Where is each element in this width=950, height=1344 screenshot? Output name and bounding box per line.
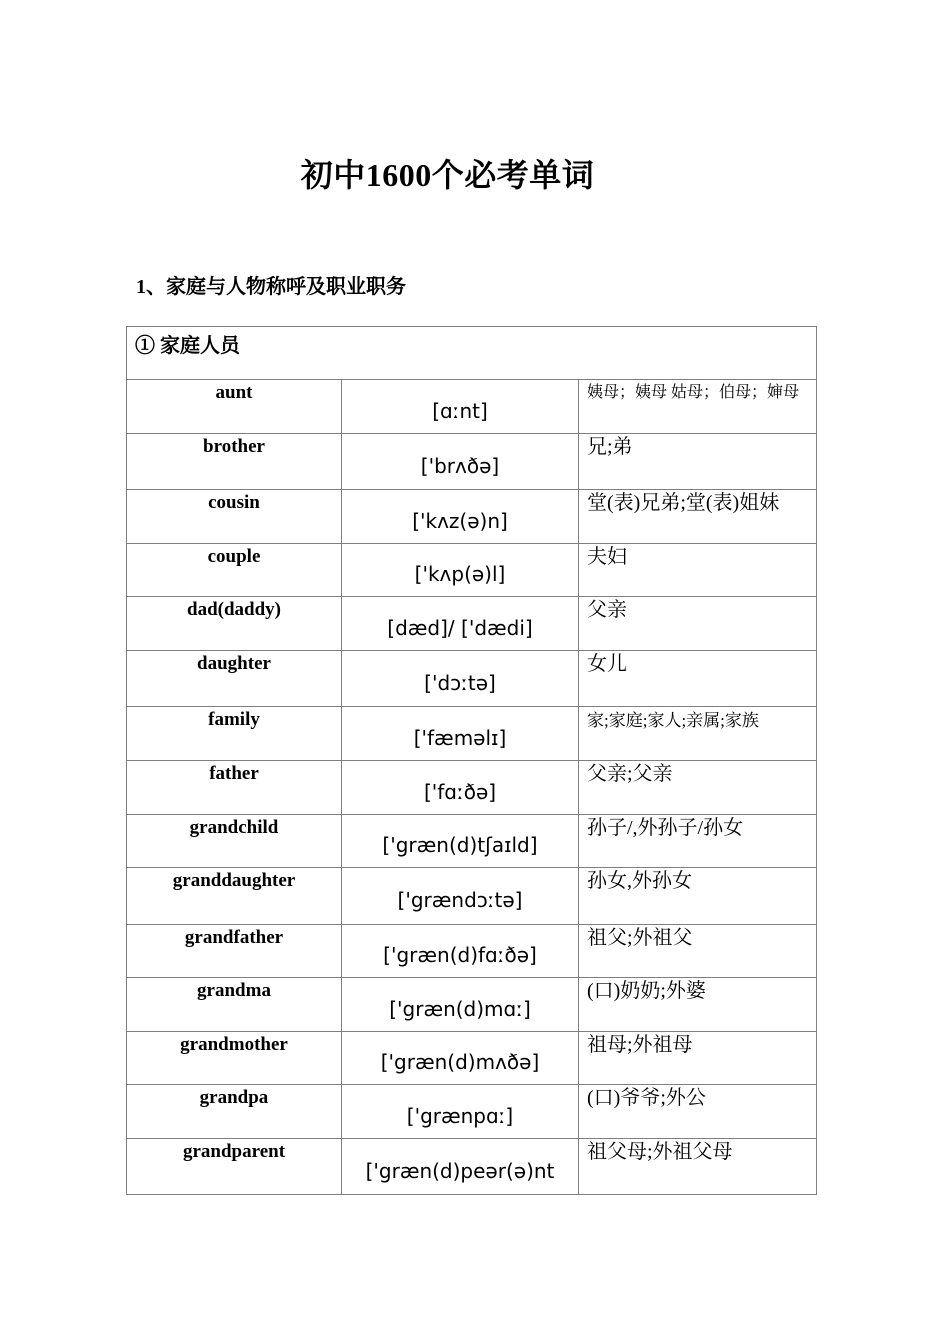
word-cell: dad(daddy)	[127, 597, 342, 651]
meaning-cell: (口)爷爷;外公	[579, 1085, 817, 1139]
word-cell: aunt	[127, 380, 342, 434]
phonetic-cell: ['græn(d)mʌðə]	[342, 1032, 579, 1085]
meaning-cell: 孙女,外孙女	[579, 868, 817, 925]
word-cell: grandpa	[127, 1085, 342, 1139]
phonetic-cell: ['græn(d)tʃaɪld]	[342, 815, 579, 868]
phonetic-cell: ['grænpɑː]	[342, 1085, 579, 1139]
table-row	[127, 1085, 817, 1139]
meaning-cell: 祖父;外祖父	[579, 925, 817, 978]
word-cell: grandma	[127, 978, 342, 1032]
word-cell: grandfather	[127, 925, 342, 978]
table-row	[127, 1032, 817, 1085]
phonetic-cell: ['brʌðə]	[342, 434, 579, 490]
table-row	[127, 978, 817, 1032]
table-row	[127, 707, 817, 761]
table-row	[127, 815, 817, 868]
category-row	[127, 327, 817, 380]
phonetic-cell: ['græn(d)peər(ə)nt	[342, 1139, 579, 1195]
meaning-cell: 家;家庭;家人;亲属;家族	[579, 707, 817, 761]
table-row	[127, 597, 817, 651]
word-cell: father	[127, 761, 342, 815]
category-cell	[127, 327, 817, 380]
phonetic-cell: ['grændɔːtə]	[342, 868, 579, 925]
meaning-cell: 父亲	[579, 597, 817, 651]
phonetic-cell: ['græn(d)mɑː]	[342, 978, 579, 1032]
meaning-cell: 兄;弟	[579, 434, 817, 490]
table-row	[127, 1139, 817, 1195]
phonetic-cell: ['dɔːtə]	[342, 651, 579, 707]
word-cell: brother	[127, 434, 342, 490]
phonetic-cell: ['kʌz(ə)n]	[342, 490, 579, 544]
meaning-cell: (口)奶奶;外婆	[579, 978, 817, 1032]
word-cell: grandchild	[127, 815, 342, 868]
phonetic-cell: [dæd]/ ['dædi]	[342, 597, 579, 651]
meaning-cell: 祖父母;外祖父母	[579, 1139, 817, 1195]
phonetic-cell: ['fæməlɪ]	[342, 707, 579, 761]
table-row	[127, 544, 817, 597]
table-row	[127, 434, 817, 490]
meaning-cell: 父亲;父亲	[579, 761, 817, 815]
section-heading: 1、家庭与人物称呼及职业职务	[136, 276, 406, 298]
table-row	[127, 761, 817, 815]
vocabulary-table-body	[127, 327, 817, 1195]
phonetic-cell: ['fɑːðə]	[342, 761, 579, 815]
word-cell: daughter	[127, 651, 342, 707]
meaning-cell: 姨母；姨母 姑母；伯母；婶母	[579, 380, 817, 434]
table-row	[127, 490, 817, 544]
phonetic-cell: ['kʌp(ə)l]	[342, 544, 579, 597]
meaning-cell: 孙子/,外孙子/孙女	[579, 815, 817, 868]
table-row	[127, 868, 817, 925]
vocabulary-table	[126, 326, 817, 1195]
table-row	[127, 651, 817, 707]
meaning-cell: 女儿	[579, 651, 817, 707]
meaning-cell: 堂(表)兄弟;堂(表)姐妹	[579, 490, 817, 544]
category-label: ① 家庭人员	[135, 335, 240, 357]
phonetic-cell: [ɑːnt]	[342, 380, 579, 434]
phonetic-cell: ['græn(d)fɑːðə]	[342, 925, 579, 978]
word-cell: couple	[127, 544, 342, 597]
meaning-cell: 夫妇	[579, 544, 817, 597]
word-cell: grandparent	[127, 1139, 342, 1195]
document-title: 初中1600个必考单词	[300, 157, 595, 193]
table-row	[127, 925, 817, 978]
meaning-cell: 祖母;外祖母	[579, 1032, 817, 1085]
word-cell: granddaughter	[127, 868, 342, 925]
word-cell: family	[127, 707, 342, 761]
word-cell: grandmother	[127, 1032, 342, 1085]
table-row	[127, 380, 817, 434]
word-cell: cousin	[127, 490, 342, 544]
